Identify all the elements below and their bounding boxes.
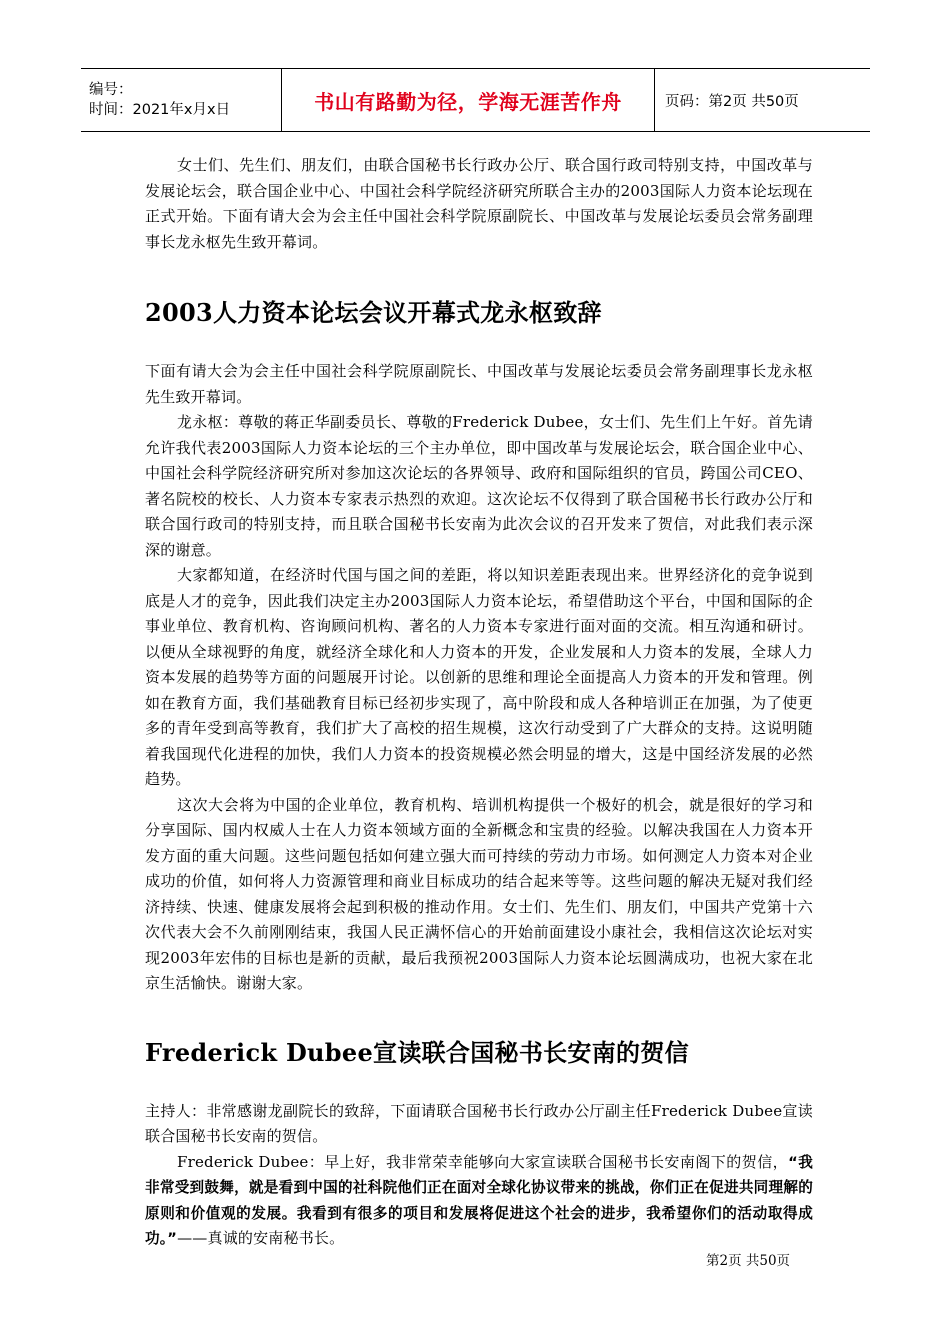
letter-lead: Frederick Dubee：早上好，我非常荣幸能够向大家宣读联合国秘书长安南阁下的贺信， [177, 1152, 789, 1171]
paragraph: 主持人：非常感谢龙副院长的致辞，下面请联合国秘书长行政办公厅副主任Frederick Dubee宣读联合国秘书长安南的贺信。 [145, 1101, 813, 1145]
header-motto: 书山有路勤为径，学海无涯苦作舟 [314, 89, 622, 114]
section-heading-opening-speech: 2003人力资本论坛会议开幕式龙永枢致辞 [145, 298, 602, 327]
letter-quote: “我非常受到鼓舞，就是看到中国的社科院他们正在面对全球化协议带来的挑战，你们正在促进共同理解的原则和价值观的发展。我看到有很多的项目和发展将促进这个社会的进步，我希望你们的活动取得成功。” [145, 1153, 813, 1247]
header-page-number: 页码：第2页 共50页 [665, 93, 799, 110]
page-header [81, 68, 870, 132]
document-date-label: 时间：2021年x月x日 [89, 102, 231, 118]
document-body [145, 153, 813, 1252]
paragraph: 龙永枢：尊敬的蒋正华副委员长、尊敬的Frederick Dubee，女士们、先生们上午好。首先请允许我代表2003国际人力资本论坛的三个主办单位，即中国改革与发展论坛会，联合国企业中心、中国社会科学院经济研究所对参加这次论坛的各界领导、政府和国际组织的官员，跨国公司CEO、著名院校的校长、人力资本专家表示热烈的欢迎。这次论坛不仅得到了联合国秘书长行政办公厅和联合国行政司的特别支持，而且联合国秘书长安南为此次会议的召开发来了贺信，对此我们表示深深的谢意。 [145, 413, 813, 559]
section-heading-annan-letter: Frederick Dubee宣读联合国秘书长安南的贺信 [145, 1037, 689, 1067]
intro-paragraph: 女士们、先生们、朋友们，由联合国秘书长行政办公厅、联合国行政司特别支持，中国改革与发展论坛会，联合国企业中心、中国社会科学院经济研究所联合主办的2003国际人力资本论坛现在正式开始。下面有请大会为会主任中国社会科学院原副院长、中国改革与发展论坛委员会常务副理事长龙永枢先生致开幕词。 [145, 156, 813, 251]
paragraph: 下面有请大会为会主任中国社会科学院原副院长、中国改革与发展论坛委员会常务副理事长龙永枢先生致开幕词。 [145, 362, 813, 406]
paragraph: 这次大会将为中国的企业单位，教育机构、培训机构提供一个极好的机会，就是很好的学习和分享国际、国内权威人士在人力资本领域方面的全新概念和宝贵的经验。以解决我国在人力资本开发方面的重大问题。这些问题包括如何建立强大而可持续的劳动力市场。如何测定人力资本对企业成功的价值，如何将人力资源管理和商业目标成功的结合起来等等。这些问题的解决无疑对我们经济持续、快速、健康发展将会起到积极的推动作用。女士们、先生们、朋友们，中国共产党第十六次代表大会不久前刚刚结束，我国人民正满怀信心的开始前面建设小康社会，我相信这次论坛对实现2003年宏伟的目标也是新的贡献，最后我预祝2003国际人力资本论坛圆满成功，也祝大家在北京生活愉快。谢谢大家。 [145, 795, 813, 992]
paragraph: 大家都知道，在经济时代国与国之间的差距，将以知识差距表现出来。世界经济化的竞争说到底是人才的竞争，因此我们决定主办2003国际人力资本论坛，希望借助这个平台，中国和国际的企事业单位、教育机构、咨询顾问机构、著名的人力资本专家进行面对面的交流。相互沟通和研讨。以便从全球视野的角度，就经济全球化和人力资本的开发，企业发展和人力资本的发展，全球人力资本发展的趋势等方面的问题展开讨论。以创新的思维和理论全面提高人力资本的开发和管理。例如在教育方面，我们基础教育目标已经初步实现了，高中阶段和成人各种培训正在加强，为了使更多的青年受到高等教育，我们扩大了高校的招生规模，这次行动受到了广大群众的支持。这说明随着我国现代化进程的加快，我们人力资本的投资规模必然会明显的增大，这是中国经济发展的必然趋势。 [145, 566, 813, 788]
letter-signature: ——真诚的安南秘书长。 [177, 1229, 345, 1247]
letter-paragraph [145, 1150, 813, 1252]
document-number-label: 编号： [89, 82, 133, 98]
header-motto-cell [282, 69, 655, 131]
header-page-cell [655, 69, 870, 131]
header-meta-cell [81, 69, 282, 131]
page-footer: 第2页 共50页 [706, 1253, 791, 1269]
